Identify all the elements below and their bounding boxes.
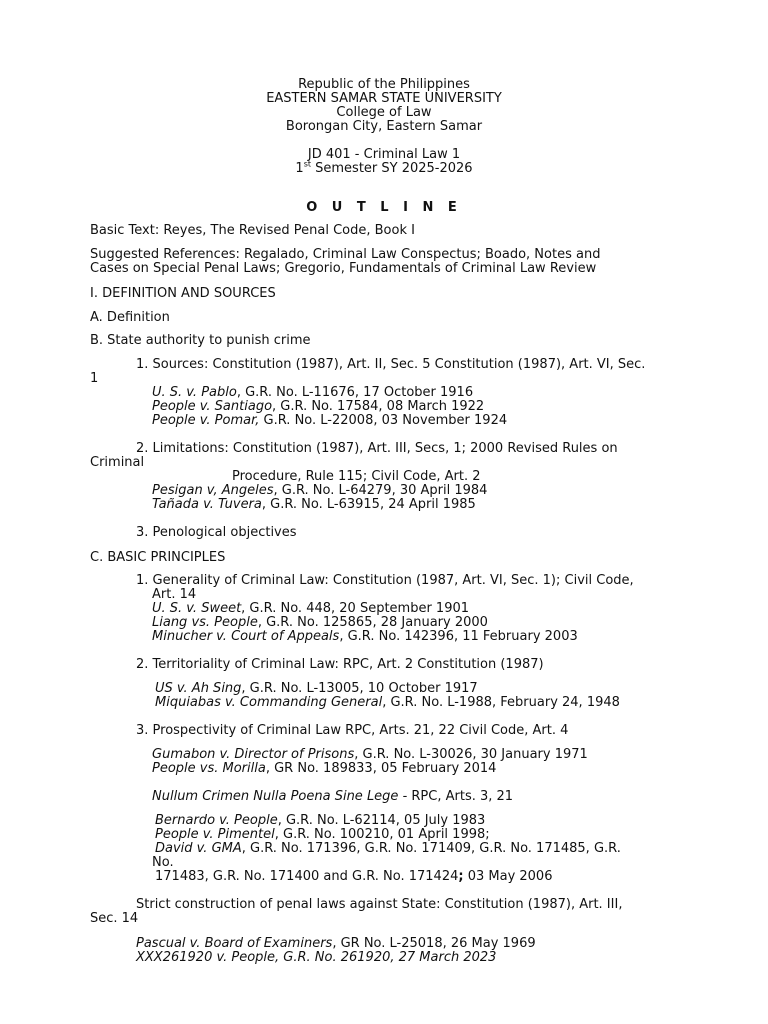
course-title: JD 401 - Criminal Law 1 <box>307 147 461 162</box>
case-pimentel: People v. Pimentel, G.R. No. 100210, 01 April 1998; <box>155 827 490 842</box>
header-university: EASTERN SAMAR STATE UNIVERSITY <box>266 91 502 106</box>
case-morilla: People vs. Morilla, GR No. 189833, 05 February 2014 <box>152 761 497 776</box>
section-c-heading: C. BASIC PRINCIPLES <box>90 550 226 565</box>
strict-construction-line-2: Sec. 14 <box>90 911 139 926</box>
case-david: David v. GMA, G.R. No. 171396, G.R. No. 171409, G.R. No. 171485, G.R. <box>155 841 621 856</box>
case-pesigan: Pesigan v, Angeles, G.R. No. L-64279, 30 April 1984 <box>152 483 488 498</box>
header-city: Borongan City, Eastern Samar <box>285 119 483 134</box>
generality-line-1: 1. Generality of Criminal Law: Constitution (1987, Art. VI, Sec. 1); Civil Code, <box>136 573 634 588</box>
case-pascual: Pascual v. Board of Examiners, GR No. L-25018, 26 May 1969 <box>136 936 536 951</box>
section-i-heading: I. DEFINITION AND SOURCES <box>90 286 276 301</box>
strict-construction-line-1: Strict construction of penal laws against State: Constitution (1987), Art. III, <box>136 897 623 912</box>
outline-title: O U T L I N E <box>306 200 462 215</box>
sources-line-2: 1 <box>90 371 99 386</box>
prospectivity-line: 3. Prospectivity of Criminal Law RPC, Arts. 21, 22 Civil Code, Art. 4 <box>136 723 569 738</box>
case-gumabon: Gumabon v. Director of Prisons, G.R. No. L-30026, 30 January 1971 <box>152 747 588 762</box>
case-minucher: Minucher v. Court of Appeals, G.R. No. 142396, 11 February 2003 <box>152 629 578 644</box>
case-david-line-2: No. <box>152 855 174 870</box>
case-ah-sing: US v. Ah Sing, G.R. No. L-13005, 10 October 1917 <box>155 681 478 696</box>
case-pomar: People v. Pomar, G.R. No. L-22008, 03 November 1924 <box>152 413 508 428</box>
penological-objectives: 3. Penological objectives <box>136 525 297 540</box>
case-liang: Liang vs. People, G.R. No. 125865, 28 January 2000 <box>152 615 488 630</box>
case-santiago: People v. Santiago, G.R. No. 17584, 08 March 1922 <box>152 399 485 414</box>
case-bernardo: Bernardo v. People, G.R. No. L-62114, 05 July 1983 <box>155 813 486 828</box>
subsection-b: B. State authority to punish crime <box>90 333 311 348</box>
case-miquiabas: Miquiabas v. Commanding General, G.R. No. L-1988, February 24, 1948 <box>155 695 620 710</box>
header-college: College of Law <box>336 105 432 120</box>
limitations-line-3: Procedure, Rule 115; Civil Code, Art. 2 <box>232 469 481 484</box>
case-pablo: U. S. v. Pablo, G.R. No. L-11676, 17 October 1916 <box>152 385 474 400</box>
nullum-crimen-line: Nullum Crimen Nulla Poena Sine Lege - RPC, Arts. 3, 21 <box>152 789 514 804</box>
territoriality-line: 2. Territoriality of Criminal Law: RPC, Art. 2 Constitution (1987) <box>136 657 544 672</box>
sources-line-1: 1. Sources: Constitution (1987), Art. II, Sec. 5 Constitution (1987), Art. VI, Sec. <box>136 357 646 372</box>
case-david-line-3: 171483, G.R. No. 171400 and G.R. No. 171424; 03 May 2006 <box>155 869 553 884</box>
case-sweet: U. S. v. Sweet, G.R. No. 448, 20 September 1901 <box>152 601 470 616</box>
case-tanada: Tañada v. Tuvera, G.R. No. L-63915, 24 April 1985 <box>152 497 476 512</box>
semester-line: 1st Semester SY 2025-2026 <box>295 159 473 176</box>
references-line-1: Suggested References: Regalado, Criminal Law Conspectus; Boado, Notes and <box>90 247 601 262</box>
case-xxx261920: XXX261920 v. People, G.R. No. 261920, 27 March 2023 <box>136 950 497 965</box>
limitations-line-1: 2. Limitations: Constitution (1987), Art. III, Secs, 1; 2000 Revised Rules on <box>136 441 618 456</box>
basic-text: Basic Text: Reyes, The Revised Penal Code, Book I <box>90 223 415 238</box>
references-line-2: Cases on Special Penal Laws; Gregorio, Fundamentals of Criminal Law Review <box>90 261 597 276</box>
subsection-a: A. Definition <box>90 310 170 325</box>
limitations-line-2: Criminal <box>90 455 145 470</box>
header-republic: Republic of the Philippines <box>298 77 470 92</box>
generality-line-2: Art. 14 <box>152 587 197 602</box>
